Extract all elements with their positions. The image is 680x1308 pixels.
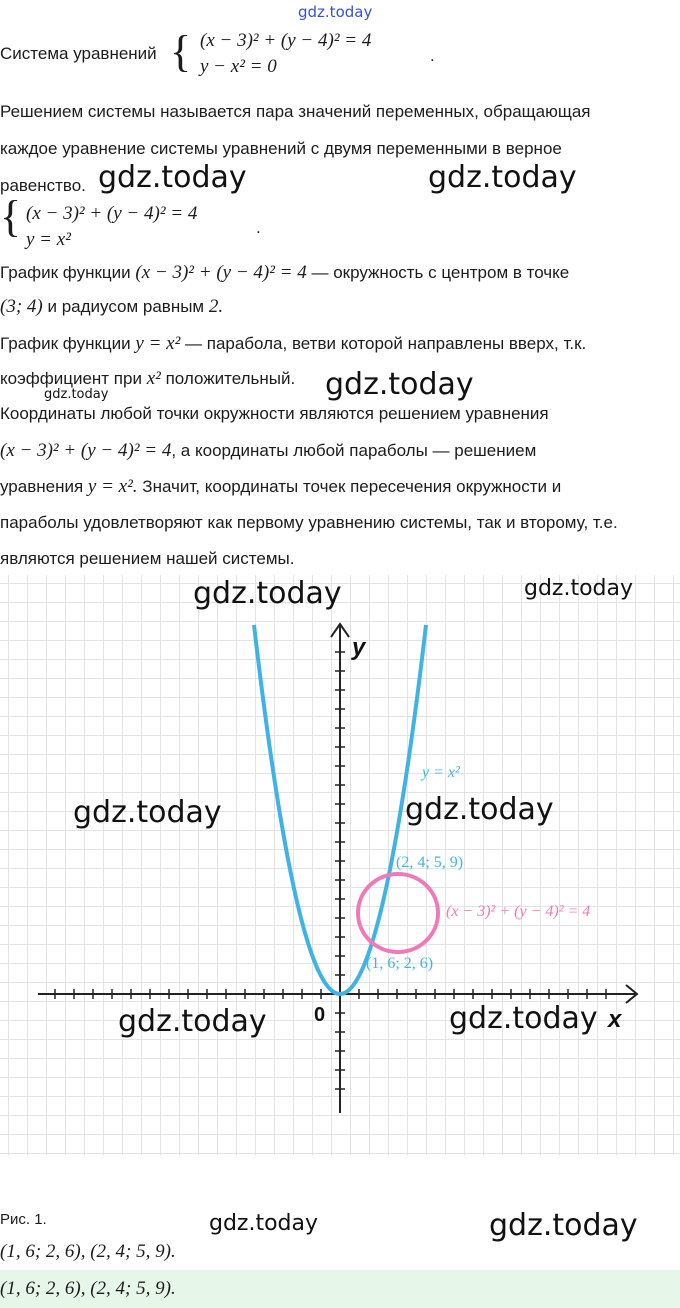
system-label: Система уравнений <box>0 44 157 63</box>
figure-caption: Рис. 1. <box>0 1211 47 1228</box>
p3-var: x² <box>146 368 161 389</box>
p2-eq: (x − 3)² + (y − 4)² = 4 <box>135 262 307 283</box>
p4-text: , а координаты любой параболы — решением <box>171 441 537 460</box>
point-upper-label: (2, 4; 5, 9) <box>396 854 464 871</box>
watermark: gdz.today <box>193 576 342 611</box>
graph-figure <box>0 575 680 1155</box>
p4-eq3: y = x². <box>87 476 138 497</box>
axes <box>38 624 637 1113</box>
watermark: gdz.today <box>325 367 474 402</box>
p3-prefix: График функции <box>0 334 131 353</box>
paragraph4-line4: параболы удовлетворяют как первому уравнению системы, так и второму, т.е. <box>0 513 618 532</box>
paragraph1-line1: Решением системы называется пара значений переменных, обращающая <box>0 102 591 121</box>
paragraph3-line1 <box>0 333 586 355</box>
circle-label: (x − 3)² + (y − 4)² = 4 <box>446 903 591 920</box>
p3-suffix: — парабола, ветви которой направлены вверх, т.к. <box>185 334 587 353</box>
paragraph2-line1 <box>0 262 569 284</box>
watermark: gdz.today <box>98 160 247 195</box>
watermark: gdz.today <box>449 1001 598 1036</box>
watermark: gdz.today <box>44 387 109 402</box>
y-axis-label: y <box>352 634 366 661</box>
circle-curve <box>358 874 438 952</box>
answer-box <box>0 1270 680 1308</box>
system-dot: . <box>430 46 435 65</box>
answer-box-text: (1, 6; 2, 6), (2, 4; 5, 9). <box>0 1278 176 1299</box>
paragraph4-line5: являются решением нашей системы. <box>0 549 295 568</box>
paragraph1-line2: каждое уравнение системы уравнений с двумя переменными в верное <box>0 139 562 158</box>
paragraph1-line3: равенство. <box>0 176 86 195</box>
watermark: gdz.today <box>405 792 554 827</box>
p2-text: и радиусом равным <box>47 297 205 316</box>
paragraph2-line2 <box>0 296 223 318</box>
p3-eq: y = x² <box>135 333 181 354</box>
x-axis-label: x <box>608 1006 622 1033</box>
parabola-label: y = x² <box>422 764 460 781</box>
p3-suffix2: положительный. <box>165 369 296 388</box>
system-eq1: (x − 3)² + (y − 4)² = 4 <box>200 30 372 51</box>
p4-text3: Значит, координаты точек пересечения окружности и <box>142 477 562 496</box>
p4-prefix3: уравнения <box>0 477 84 496</box>
watermark: gdz.today <box>209 1211 319 1236</box>
p2-point: (3; 4) <box>0 296 43 317</box>
p4-eq: (x − 3)² + (y − 4)² = 4 <box>0 440 172 461</box>
system2-dot: . <box>256 218 261 237</box>
watermark: gdz.today <box>428 160 577 195</box>
watermark: gdz.today <box>489 1208 638 1243</box>
p2-suffix: — окружность с центром в точке <box>311 263 570 282</box>
watermark: gdz.today <box>524 576 634 601</box>
p3-prefix2: коэффициент при <box>0 369 142 388</box>
system2-eq1: (x − 3)² + (y − 4)² = 4 <box>26 203 198 224</box>
answer-line: (1, 6; 2, 6), (2, 4; 5, 9). <box>0 1241 176 1262</box>
p2-radius: 2. <box>208 296 224 317</box>
point-lower-label: (1, 6; 2, 6) <box>366 955 434 972</box>
paragraph4-line2 <box>0 440 536 462</box>
paragraph4-line3 <box>0 476 561 498</box>
p2-prefix: График функции <box>0 263 131 282</box>
watermark: gdz.today <box>118 1004 267 1039</box>
system2-brace: { <box>0 192 22 241</box>
system-eq2: y − x² = 0 <box>200 56 277 77</box>
origin-label: 0 <box>314 1004 326 1026</box>
system-brace: { <box>170 27 192 76</box>
system2-eq2: y = x² <box>26 229 71 250</box>
watermark: gdz.today <box>73 795 222 830</box>
paragraph4-line1: Координаты любой точки окружности являются решением уравнения <box>0 404 549 423</box>
header-watermark: gdz.today <box>298 3 373 21</box>
